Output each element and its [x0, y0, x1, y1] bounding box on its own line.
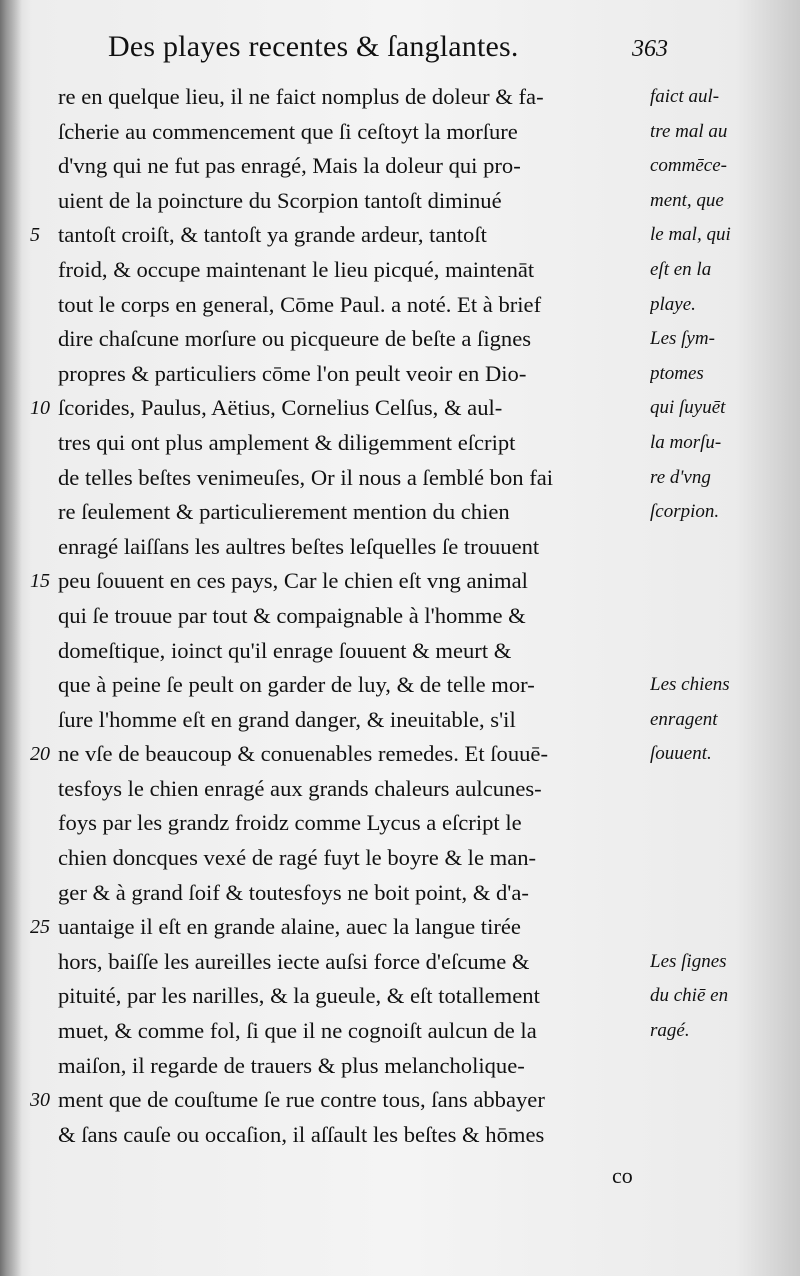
line-text: pituité, par les narilles, & la gueule, & eſt totallement: [58, 983, 540, 1009]
line-text: peu ſouuent en ces pays, Car le chien eſt vng animal: [58, 568, 528, 594]
text-line: [30, 495, 650, 530]
line-text: foys par les grandz froidz comme Lycus a eſcript le: [58, 810, 522, 836]
line-number: 20: [30, 743, 50, 766]
line-text: ment que de couſtume ſe rue contre tous, ſans abbayer: [58, 1087, 545, 1113]
margin-note-line: enragent: [650, 708, 718, 730]
margin-note-line: qui ſuyuēt: [650, 397, 726, 419]
text-line: [30, 1014, 650, 1049]
text-line: [30, 149, 650, 184]
line-text: qui ſe trouue par tout & compaignable à l'homme &: [58, 602, 526, 628]
line-text: domeſtique, ioinct qu'il enrage ſouuent & meurt &: [58, 637, 512, 663]
line-number: 5: [30, 224, 40, 247]
margin-note-line: faict aul-: [650, 86, 720, 107]
margin-note-line: tre mal au: [650, 120, 728, 142]
margin-notes: [650, 80, 795, 1049]
margin-note-line: [650, 564, 795, 599]
line-text: maiſon, il regarde de trauers & plus melancholique-: [58, 1052, 525, 1078]
text-line: [30, 806, 650, 841]
margin-note-line: [650, 806, 795, 841]
margin-note-line: Les ſignes: [650, 950, 727, 972]
text-line: [30, 668, 650, 703]
text-line: [30, 599, 650, 634]
text-line: [30, 1083, 650, 1118]
text-line: [30, 288, 650, 323]
line-text: uient de la poincture du Scorpion tantoſt diminué: [58, 187, 502, 213]
text-line: [30, 115, 650, 150]
text-line: [30, 530, 650, 565]
text-line: [30, 1118, 650, 1153]
line-number: 15: [30, 570, 50, 593]
text-line: [30, 945, 650, 980]
margin-note-line: ſouuent.: [650, 743, 712, 765]
margin-note-line: du chiē en: [650, 985, 729, 1007]
text-line: [30, 1049, 650, 1084]
line-text: enragé laiſſans les aultres beſtes leſquelles ſe trouuent: [58, 533, 540, 559]
line-number: 10: [30, 397, 50, 420]
margin-note-line: ſcorpion.: [650, 501, 720, 523]
margin-note-line: [650, 599, 795, 634]
line-text: d'vng qui ne fut pas enragé, Mais la doleur qui pro-: [58, 153, 521, 179]
margin-note-line: Les chiens: [650, 674, 730, 696]
margin-note-line: [650, 910, 795, 945]
line-text: chien doncques vexé de ragé fuyt le boyre & le man-: [58, 845, 537, 871]
line-number: 25: [30, 916, 50, 939]
margin-note-line: Les ſym-: [650, 328, 715, 350]
margin-note-line: eſt en la: [650, 258, 712, 280]
text-line: [30, 910, 650, 945]
text-line: [30, 426, 650, 461]
line-text: tesfoys le chien enragé aux grands chaleurs aulcunes-: [58, 775, 542, 801]
line-text: tantoſt croiſt, & tantoſt ya grande ardeur, tantoſt: [58, 222, 487, 248]
line-text: ger & à grand ſoif & toutesfoys ne boit point, & d'a-: [58, 879, 529, 905]
margin-note-line: playe.: [650, 293, 696, 315]
margin-note-line: la morſu-: [650, 431, 722, 453]
margin-note-line: le mal, qui: [650, 224, 731, 246]
line-text: tres qui ont plus amplement & diligemment eſcript: [58, 429, 516, 455]
text-line: [30, 391, 650, 426]
line-number: 30: [30, 1089, 50, 1112]
margin-note-line: commēce-: [650, 155, 728, 177]
text-line: [30, 634, 650, 669]
page-number: 363: [632, 36, 668, 62]
margin-note-line: re d'vng: [650, 466, 711, 488]
text-line: [30, 564, 650, 599]
line-text: propres & particuliers cōme l'on peult veoir en Dio-: [58, 360, 527, 386]
line-text: tout le corps en general, Cōme Paul. a noté. Et à brief: [58, 291, 542, 317]
margin-note-line: [650, 841, 795, 876]
line-text: ne vſe de beaucoup & conuenables remedes. Et ſouuē-: [58, 741, 548, 767]
line-text: & ſans cauſe ou occaſion, il aſſault les beſtes & hōmes: [58, 1121, 545, 1147]
text-line: [30, 80, 650, 115]
text-line: [30, 737, 650, 772]
line-text: que à peine ſe peult on garder de luy, & de telle mor-: [58, 672, 535, 698]
line-text: ſcherie au commencement que ſi ceſtoyt la morſure: [58, 118, 518, 144]
main-text-block: [30, 80, 650, 1152]
margin-note-line: [650, 772, 795, 807]
line-text: de telles beſtes venimeuſes, Or il nous a ſemblé bon fai: [58, 464, 554, 490]
margin-note-line: ragé.: [650, 1020, 690, 1042]
text-line: [30, 876, 650, 911]
line-text: uantaige il eſt en grande alaine, auec la langue tirée: [58, 914, 521, 940]
catchword: co: [612, 1163, 633, 1188]
margin-note-line: ment, que: [650, 189, 724, 211]
text-line: [30, 772, 650, 807]
text-line: [30, 322, 650, 357]
text-line: [30, 357, 650, 392]
text-line: [30, 184, 650, 219]
running-title: Des playes recentes & ſanglantes.: [108, 30, 519, 63]
line-text: hors, baiſſe les aureilles iecte auſsi force d'eſcume &: [58, 948, 530, 974]
line-text: muet, & comme fol, ſi que il ne cognoiſt aulcun de la: [58, 1018, 537, 1044]
line-text: re en quelque lieu, il ne faict nomplus de doleur & fa-: [58, 84, 544, 109]
text-line: [30, 703, 650, 738]
line-text: froid, & occupe maintenant le lieu picqué, maintenāt: [58, 256, 535, 282]
line-text: dire chaſcune morſure ou picqueure de beſte a ſignes: [58, 326, 532, 352]
margin-note-line: [650, 876, 795, 911]
margin-note-line: ptomes: [650, 362, 704, 384]
text-line: [30, 841, 650, 876]
line-text: ſure l'homme eſt en grand danger, & ineuitable, s'il: [58, 706, 516, 732]
margin-note-line: [650, 634, 795, 669]
text-line: [30, 218, 650, 253]
text-line: [30, 253, 650, 288]
text-line: [30, 461, 650, 496]
text-line: [30, 979, 650, 1014]
page-header: [108, 30, 668, 74]
margin-note-line: [650, 530, 795, 565]
line-text: re ſeulement & particulierement mention du chien: [58, 499, 510, 525]
line-text: ſcorides, Paulus, Aëtius, Cornelius Celſus, & aul-: [58, 395, 503, 421]
